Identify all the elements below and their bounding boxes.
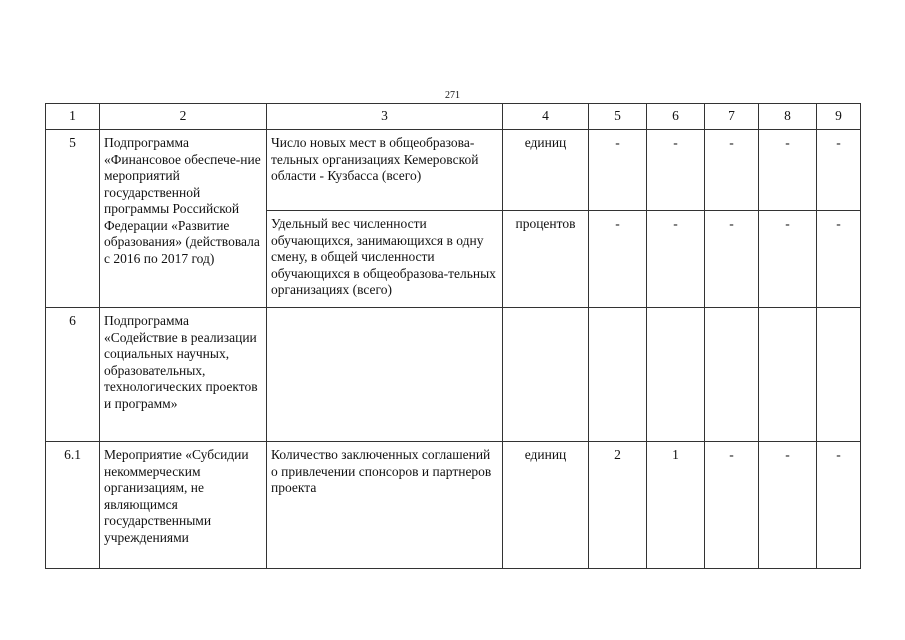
value-col-5: [589, 308, 647, 442]
value-col-9: -: [817, 211, 861, 308]
program-name: Подпрограмма «Содействие в реализации социальных научных, образовательных, технологических проектов и программ»: [100, 308, 267, 442]
row-number: 6: [46, 308, 100, 442]
value-col-8: -: [759, 442, 817, 569]
indicators-table: [45, 103, 861, 569]
header-cell-7: 7: [705, 104, 759, 130]
header-cell-8: 8: [759, 104, 817, 130]
header-cell-4: 4: [503, 104, 589, 130]
value-col-7: -: [705, 442, 759, 569]
value-col-7: -: [705, 130, 759, 211]
indicator-unit: процентов: [503, 211, 589, 308]
table-row: [46, 130, 861, 211]
header-cell-2: 2: [100, 104, 267, 130]
indicator-text: [267, 308, 503, 442]
value-col-9: -: [817, 130, 861, 211]
value-col-8: -: [759, 211, 817, 308]
value-col-6: 1: [647, 442, 705, 569]
value-col-5: 2: [589, 442, 647, 569]
value-col-8: [759, 308, 817, 442]
value-col-6: [647, 308, 705, 442]
indicator-unit: единиц: [503, 130, 589, 211]
program-name: Мероприятие «Субсидии некоммерческим организациям, не являющимся государственными учреждениями: [100, 442, 267, 569]
header-cell-1: 1: [46, 104, 100, 130]
indicator-text: Удельный вес численности обучающихся, занимающихся в одну смену, в общей численности обучающихся в общеобразова-тельных организациях (всего): [267, 211, 503, 308]
value-col-5: -: [589, 211, 647, 308]
value-col-5: -: [589, 130, 647, 211]
indicator-text: Число новых мест в общеобразова-тельных организациях Кемеровской области - Кузбасса (всего): [267, 130, 503, 211]
indicator-unit: единиц: [503, 442, 589, 569]
page-number: 271: [445, 90, 460, 101]
value-col-7: [705, 308, 759, 442]
row-number: 5: [46, 130, 100, 308]
header-cell-6: 6: [647, 104, 705, 130]
header-cell-5: 5: [589, 104, 647, 130]
table-row: [46, 442, 861, 569]
value-col-9: -: [817, 442, 861, 569]
header-row: [46, 104, 861, 130]
value-col-6: -: [647, 130, 705, 211]
value-col-7: -: [705, 211, 759, 308]
value-col-8: -: [759, 130, 817, 211]
program-name: Подпрограмма «Финансовое обеспече-ние мероприятий государственной программы Российской Федерации «Развитие образования» (действовала с 2016 по 2017 год): [100, 130, 267, 308]
header-cell-9: 9: [817, 104, 861, 130]
table-row: [46, 308, 861, 442]
indicator-unit: [503, 308, 589, 442]
indicator-text: Количество заключенных соглашений о привлечении спонсоров и партнеров проекта: [267, 442, 503, 569]
value-col-6: -: [647, 211, 705, 308]
header-cell-3: 3: [267, 104, 503, 130]
value-col-9: [817, 308, 861, 442]
row-number: 6.1: [46, 442, 100, 569]
